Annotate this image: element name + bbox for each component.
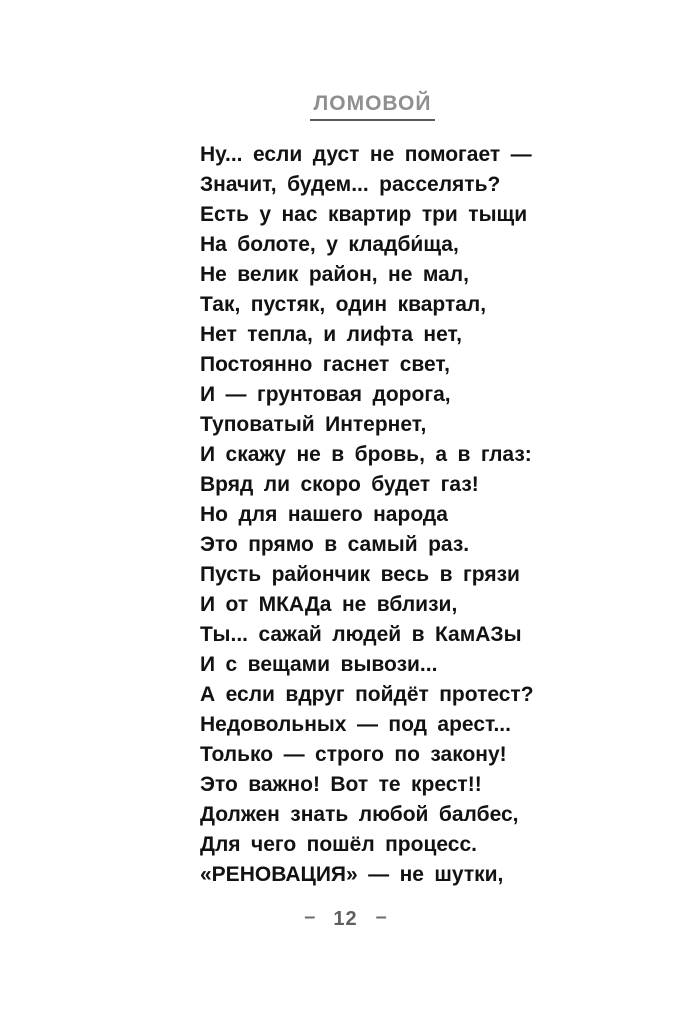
poem-line: И — грунтовая дорога, xyxy=(200,383,451,407)
poem-line: И от МКАДа не вблизи, xyxy=(200,593,458,617)
poem-line: Для чего пошёл процесс. xyxy=(200,833,477,857)
poem-line: Значит, будем... расселять? xyxy=(200,173,501,197)
poem-line: Только — строго по закону! xyxy=(200,743,507,767)
poem-line: Это прямо в самый раз. xyxy=(200,533,470,557)
poem-title: ЛОМОВОЙ xyxy=(310,92,436,121)
poem-line: Так, пустяк, один квартал, xyxy=(200,293,487,317)
poem-line: Должен знать любой балбес, xyxy=(200,803,519,827)
poem-line: «РЕНОВАЦИЯ» — не шутки, xyxy=(200,863,504,887)
page-content xyxy=(200,92,545,890)
poem-title-wrap xyxy=(200,92,545,121)
poem-line: И с вещами вывози... xyxy=(200,653,438,677)
poem-line: Не велик район, не мал, xyxy=(200,263,469,287)
poem-line: Нет тепла, и лифта нет, xyxy=(200,323,463,347)
poem-line: Туповатый Интернет, xyxy=(200,413,427,437)
footer-left-dash: – xyxy=(304,906,316,928)
page-number: 12 xyxy=(333,908,358,930)
poem-line: Это важно! Вот те крест!! xyxy=(200,773,482,797)
poem-line: Вряд ли скоро будет газ! xyxy=(200,473,479,497)
poem-line: А если вдруг пойдёт протест? xyxy=(200,683,534,707)
poem-line: Есть у нас квартир три тыщи xyxy=(200,203,528,227)
footer-right-dash: – xyxy=(375,906,387,928)
poem-line: Ты... сажай людей в КамАЗы xyxy=(200,623,522,647)
poem-line: И скажу не в бровь, а в глаз: xyxy=(200,443,532,467)
poem-line: Но для нашего народа xyxy=(200,503,448,527)
poem-line: На болоте, у кладби́ща, xyxy=(200,233,459,257)
poem-line: Недовольных — под арест... xyxy=(200,713,511,737)
poem-line: Ну... если дуст не помогает — xyxy=(200,143,532,167)
poem-body xyxy=(200,140,545,890)
poem-line: Пусть райончик весь в грязи xyxy=(200,563,520,587)
page-footer xyxy=(0,908,691,931)
poem-line: Постоянно гаснет свет, xyxy=(200,353,450,377)
